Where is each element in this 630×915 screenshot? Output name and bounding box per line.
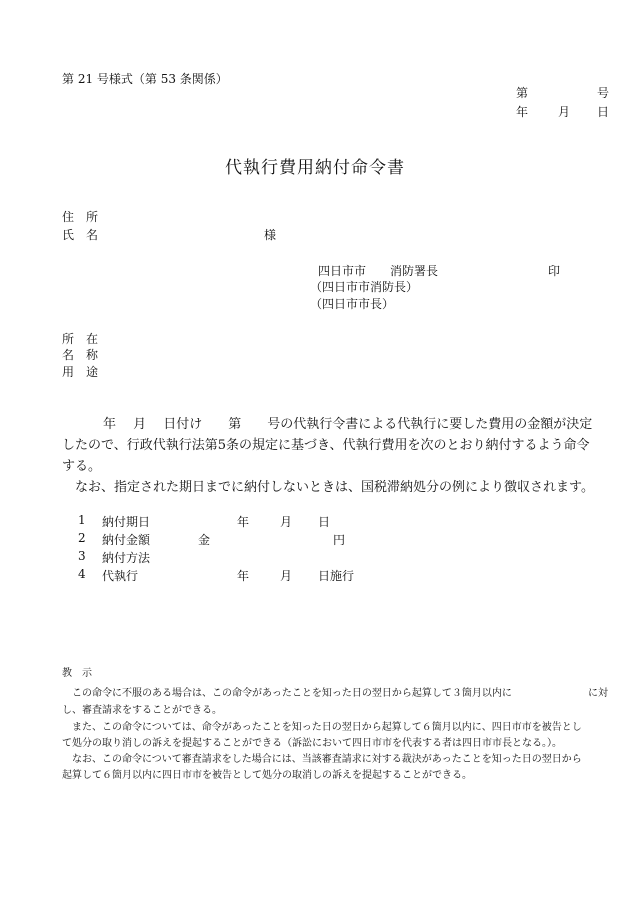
item-month: 月	[280, 569, 293, 583]
doc-number-suffix: 号	[597, 86, 610, 100]
honorific: 様	[264, 228, 277, 242]
issuer-line-1: 四日市市 消防署長	[318, 264, 439, 278]
issuer-line-2: （四日市市消防長）	[310, 280, 419, 294]
item-number: 4	[78, 567, 86, 581]
notice-p1c: し、審査請求をすることができる。	[62, 705, 222, 716]
notice-heading: 教 示	[62, 668, 92, 679]
item-day-executed: 日施行	[318, 569, 355, 583]
notice-p3a: なお、この命令について審査請求をした場合には、当該審査請求に対する裁決があったことを知った日の翌日から	[72, 754, 582, 765]
item-year: 年	[237, 569, 250, 583]
seal-mark: 印	[548, 264, 561, 278]
property-name-label: 名 称	[62, 348, 99, 362]
document-title: 代執行費用納付命令書	[225, 158, 405, 178]
body-line-1: 年 月 日付け 第 号の代執行令書による代執行に要した費用の金額が決定	[103, 417, 593, 432]
item-label-payment-amount: 納付金額	[102, 533, 151, 547]
item-number: 1	[78, 513, 86, 527]
item-number: 3	[78, 549, 86, 563]
body-line-2: したので、行政代執行法第5条の規定に基づき、代執行費用を次のとおり納付するよう命令	[62, 438, 590, 453]
address-label: 住 所	[62, 210, 99, 224]
issuer-line-3: （四日市市長）	[310, 297, 395, 311]
name-label: 氏 名	[62, 228, 99, 242]
form-number-label: 第 21 号様式（第 53 条関係）	[62, 72, 228, 86]
notice-p3b: 起算して６箇月以内に四日市市を被告として処分の取消しの訴えを提起することができる。	[62, 770, 472, 781]
item-label-payment-method: 納付方法	[102, 551, 151, 565]
item-label-execution: 代執行	[102, 569, 139, 583]
date-month: 月	[558, 105, 571, 119]
date-year: 年	[516, 105, 529, 119]
use-label: 用 途	[62, 365, 99, 379]
location-label: 所 在	[62, 332, 99, 346]
date-day: 日	[597, 105, 610, 119]
item-day: 日	[318, 515, 331, 529]
item-number: 2	[78, 531, 86, 545]
item-month: 月	[280, 515, 293, 529]
body-line-4: なお、指定された期日までに納付しないときは、国税滞納処分の例により徴収されます。	[75, 480, 594, 495]
notice-p1a: この命令に不服のある場合は、この命令があったことを知った日の翌日から起算して３箇月以内に	[72, 688, 512, 699]
doc-number-prefix: 第	[516, 86, 529, 100]
body-line-3: する。	[62, 459, 102, 474]
notice-p1b: に対	[588, 688, 608, 699]
item-year: 年	[237, 515, 250, 529]
item-label-payment-due: 納付期日	[102, 515, 151, 529]
item-currency-prefix: 金	[198, 533, 211, 547]
item-yen: 円	[333, 533, 346, 547]
notice-p2a: また、この命令については、命令があったことを知った日の翌日から起算して６箇月以内に、四日市市を被告とし	[72, 722, 582, 733]
notice-p2b: て処分の取り消しの訴えを提起することができる（訴訟において四日市市を代表する者は四日市市長となる。）。	[62, 738, 562, 749]
